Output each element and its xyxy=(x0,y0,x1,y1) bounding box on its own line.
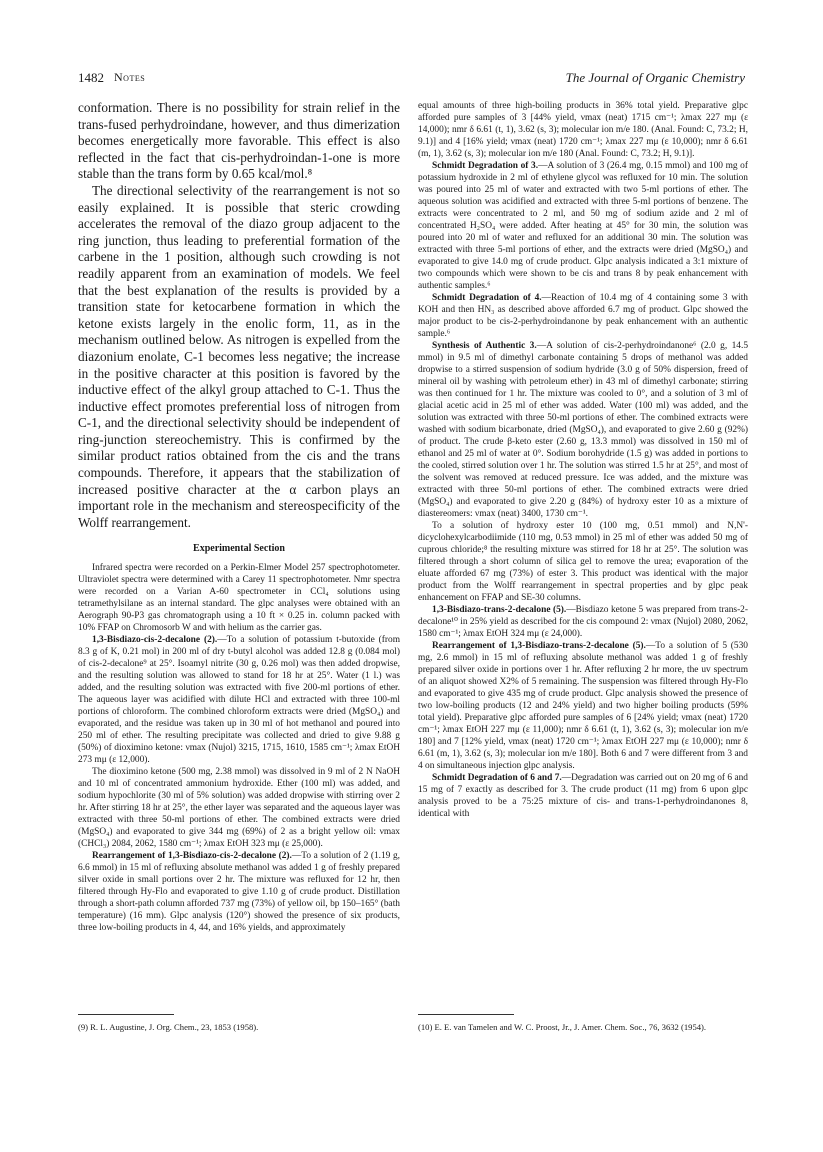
paragraph xyxy=(418,340,748,520)
paragraph xyxy=(78,850,400,934)
journal-name: The Journal of Organic Chemistry xyxy=(565,70,745,85)
paragraph xyxy=(418,772,748,820)
paragraph-text: —To a solution of potassium t-butoxide (from 8.3 g of K, 0.21 mol) in 200 ml of dry t-butyl alcohol was added 12.8 g (0.084 mol) of cis-2-decalone⁹ at 25°. Isoamyl nitrite (30 g, 0.26 mol) was then added dropwise, and the resulting solution was allowed to stand for 18 hr at 25°. Water (1 l.) was added, and the resulting solution was extracted with five 200-ml portions of ether. The aqueous layer was acidified with dilute HCl and extracted with three 100-ml portions of chloroform. The combined chloroform extracts were dried (MgSO₄) and evaporated, and the residue was taken up in 30 ml of hot methanol and poured into 250 ml of ether. The resulting precipitate was collected and dried to give 9.88 g (50%) of dioximino ketone: νmax (Nujol) 3215, 1715, 1610, 1585 cm⁻¹; λmax EtOH 273 mμ (ε 12,000). xyxy=(78,635,401,766)
page-header xyxy=(78,70,745,90)
paragraph xyxy=(418,640,748,772)
run-in-heading: 1,3-Bisdiazo-cis-2-decalone (2). xyxy=(92,635,218,646)
paragraph-text: —A solution of cis-2-perhydroindanone⁶ (2.0 g, 14.5 mmol) in 9.5 ml of dimethyl carbonate containing 5 drops of methanol was added dropwise to a stirred suspension of sodium hydride (3.0 g of 50% dispersion, freed of mineral oil by washing with petroleum ether) in 43 ml of dimethyl carbonate; stirring was then continued for 1 hr. The mixture was cooled to 0°, and a solution of 3 ml of glacial acetic acid in 25 ml of ether was added. Water (100 ml) was added, and the solution was extracted with three 50-ml portions of ether. The combined extracts were washed with sodium bicarbonate, dried (MgSO₄), and evaporated to give 2.60 g (92%) of product. The crude β-keto ester (2.60 g, 13.3 mmol) was dissolved in 150 ml of ethanol and 25 ml of water at 0°. Sodium borohydride (1.5 g) was added in portions to the cooled, stirred solution over 1 hr. The solution was stirred 1.5 hr at 25°, and most of the solvent was removed at reduced pressure. Ice was added, and the mixture was extracted with three 50-ml portions of ether. The combined extracts were dried (MgSO₄) and evaporated to give 2.20 g (84%) of hydroxy ester 10 as a mixture of diastereomers: νmax (neat) 3400, 1730 cm⁻¹. xyxy=(418,341,749,519)
left-column xyxy=(78,100,400,934)
paragraph xyxy=(418,292,748,340)
run-in-heading: 1,3-Bisdiazo-trans-2-decalone (5). xyxy=(432,605,567,615)
paragraph xyxy=(78,634,400,766)
footnote-divider xyxy=(78,1014,174,1015)
paragraph-text: —A solution of 3 (26.4 mg, 0.15 mmol) and 100 mg of potassium hydroxide in 2 ml of ethylene glycol was refluxed for 10 min. The solution was poured into 25 ml of water and extracted with two 5-ml portions of ether. The aqueous solution was acidified and extracted with three 5-ml portions of benzene. The extracts were concentrated to 2 ml, and 50 mg of sodium azide and 2 ml of concentrated H₂SO₄ were added. After heating at 45° for 30 min, the solution was poured into 20 ml of water and refluxed for an additional 30 min. The solution was extracted with three 5-ml portions of ether, and the extracts were dried (MgSO₄) and evaporated to give 14.0 mg of crude product. Glpc analysis indicated a 3:1 mixture of two compounds which were shown to be cis and trans 8 by peak enhancement with authentic samples.⁶ xyxy=(418,161,748,291)
paragraph xyxy=(418,604,748,640)
footnote-divider xyxy=(418,1014,514,1015)
paragraph-text: —To a solution of 5 (530 mg, 2.6 mmol) in 15 ml of refluxing absolute methanol was added 1 g of freshly prepared silver oxide in portions over 1 hr. After refluxing 2 hr more, the uv spectrum of an aliquot showed X2% of 5 remaining. The suspension was filtered through Hy-Flo and evaporated to give 435 mg of crude product. Glpc analysis showed the presence of two low-boiling products (12 and 24% yield) and two higher boiling products (59% total yield). Preparative glpc afforded pure samples of 6 [24% yield; νmax (neat) 1720 cm⁻¹; λmax EtOH 227 mμ (ε 11,000); nmr δ 6.61 (t, 1), 3.62 (s, 3); molecular ion m/e 180] and 7 [12% yield, νmax (neat) 1720 cm⁻¹; λmax EtOH 227 mμ (ε 10,000); nmr δ 6.61 (m, 1), 3.62 (s, 3); molecular ion m/e 180]. Both 6 and 7 were different from 3 and 4 on simultaneous injection glpc analysis. xyxy=(418,641,748,771)
paragraph xyxy=(418,160,748,292)
page-number: 1482 xyxy=(78,70,104,85)
paragraph-text: —Degradation was carried out on 20 mg of 6 and 15 mg of 7 exactly as described for 3. The crude product (11 mg) from 6 upon glpc analysis proved to be a 75:25 mixture of cis- and trans-1-perhydroindanones 8, identical with xyxy=(418,773,748,819)
paragraph-text: —Bisdiazo ketone 5 was prepared from trans-2-decalone¹⁰ in 25% yield as described for the cis compound 2: νmax (Nujol) 2080, 2062, 1580 cm⁻¹; λmax EtOH 324 mμ (ε 24,000). xyxy=(418,605,748,639)
section-title: Experimental Section xyxy=(193,543,285,555)
running-head: Notes xyxy=(114,70,146,84)
run-in-heading: Schmidt Degradation of 6 and 7. xyxy=(432,773,562,783)
run-in-heading: Rearrangement of 1,3-Bisdiazo-cis-2-decalone (2). xyxy=(92,851,292,862)
run-in-heading: Synthesis of Authentic 3. xyxy=(432,341,537,351)
paragraph: The directional selectivity of the rearrangement is not so easily explained. It is possible that steric crowding accelerates the removal of the diazo group adjacent to the ring junction, thus leading to preferential formation of the carbene in the 1 position, although such crowding is not readily apparent from an examination of models. We feel that the best explanation of the results is provided by a transition state for ketocarbene formation in which the ketone exists largely in the enolic form, 11, as in the mechanism outlined below. As nitrogen is expelled from the diazonium enolate, C-1 becomes less negative; the increase in the positive character at this position is favored by the inductive effect of the alkyl group attached to C-1. Thus the inductive effect promotes preferential loss of nitrogen from C-1, and the directional selectivity should be independent of ring-junction stereochemistry. This is confirmed by the similar product ratios obtained from the cis and the trans compounds. Therefore, it appears that the stabilization of increased positive character at the α carbon plays an important role in the mechanism and stereospecificity of the Wolff rearrangement. xyxy=(78,182,400,530)
run-in-heading: Schmidt Degradation of 4. xyxy=(432,293,542,303)
footnote: (9) R. L. Augustine, J. Org. Chem., 23, 1853 (1958). xyxy=(78,1022,259,1032)
paragraph: Infrared spectra were recorded on a Perkin-Elmer Model 257 spectrophotometer. Ultraviolet spectra were determined with a Carey 11 spectrophotometer. Nmr spectra were recorded on a Varian A-60 spectrometer in CCl₄ solutions using tetramethylsilane as an internal standard. The glpc analyses were obtained with an Aerograph 90-P3 gas chromatograph using a 10 ft × 0.25 in. column packed with 10% FFAP on Chromosorb W and with helium as the carrier gas. xyxy=(78,563,400,634)
footnote: (10) E. E. van Tamelen and W. C. Proost, Jr., J. Amer. Chem. Soc., 76, 3632 (1954). xyxy=(418,1022,707,1032)
run-in-heading: Rearrangement of 1,3-Bisdiazo-trans-2-decalone (5). xyxy=(432,641,646,651)
paragraph: conformation. There is no possibility for strain relief in the trans-fused perhydroindane, however, and thus dimerization becomes energetically more favorable. This effect is also reflected in the fact that cis-perhydroindan-1-one is more stable than the trans form by 0.65 kcal/mol.⁸ xyxy=(78,100,400,182)
right-column xyxy=(418,100,748,820)
paragraph: The dioximino ketone (500 mg, 2.38 mmol) was dissolved in 9 ml of 2 N NaOH and 10 ml of concentrated ammonium hydroxide. Ether (100 ml) was added, and sodium hypochlorite (30 ml of 5% solution) was added dropwise with stirring over 2 hr. After stirring 18 hr at 25°, the ether layer was separated and the aqueous layer was extracted with three 50-ml portions of ether. The combined extracts were dried (MgSO₄) and evaporated to give 344 mg (69%) of 2 as a bright yellow oil: νmax (CHCl₃) 2084, 2062, 1580 cm⁻¹; λmax EtOH 323 mμ (ε 25,000). xyxy=(78,767,400,850)
paragraph: equal amounts of three high-boiling products in 36% total yield. Preparative glpc afforded pure samples of 3 [44% yield, νmax (neat) 1715 cm⁻¹; λmax 227 mμ (ε 14,000); nmr δ 6.61 (t, 1), 3.62 (s, 3); molecular ion m/e 180. (Anal. Found: C, 73.2; H, 9.1)] and 4 [16% yield; νmax (neat) 1720 cm⁻¹; λmax 227 mμ (ε 10,000); nmr δ 6.61 (m, 1), 3.62 (s, 3); molecular ion m/e 180 (Anal. Found: C, 73.2; H, 9.1)]. xyxy=(418,101,748,159)
paragraph: To a solution of hydroxy ester 10 (100 mg, 0.51 mmol) and N,N'-dicyclohexylcarbodiimide (110 mg, 0.53 mmol) in 25 ml of ether was added 50 mg of cuprous chloride;⁸ the resulting mixture was stirred for 18 hr at 25°. The solution was filtered through a short column of silica gel to remove the urea; evaporation of the eluate afforded 67 mg (73%) of ester 3. This product was identical with the major product from the Wolff rearrangement in spectral properties and by glpc peak enhancement on FFAP and SE-30 columns. xyxy=(418,521,748,603)
run-in-heading: Schmidt Degradation of 3. xyxy=(432,161,539,171)
paragraph-text: —Reaction of 10.4 mg of 4 containing some 3 with KOH and then HN₃ as described above afforded 6.7 mg of product. Glpc showed the major product to be cis-2-perhydroindanone by peak enhancement with an authentic sample.⁶ xyxy=(418,293,748,339)
paragraph-text: —To a solution of 2 (1.19 g, 6.6 mmol) in 15 ml of refluxing absolute methanol was added 1 g of freshly prepared silver oxide in small portions over 2 hr. The mixture was refluxed for 12 hr, then filtered through Hy-Flo and evaporated to give 1.10 g of crude product. Distillation through a short-path column afforded 737 mg (73%) of yellow oil, bp 150–165° (bath temperature) (16 mm). Glpc analysis (120°) showed the presence of six products, three low-boiling products in 4, 44, and 16% yields, and approximately xyxy=(78,851,400,934)
